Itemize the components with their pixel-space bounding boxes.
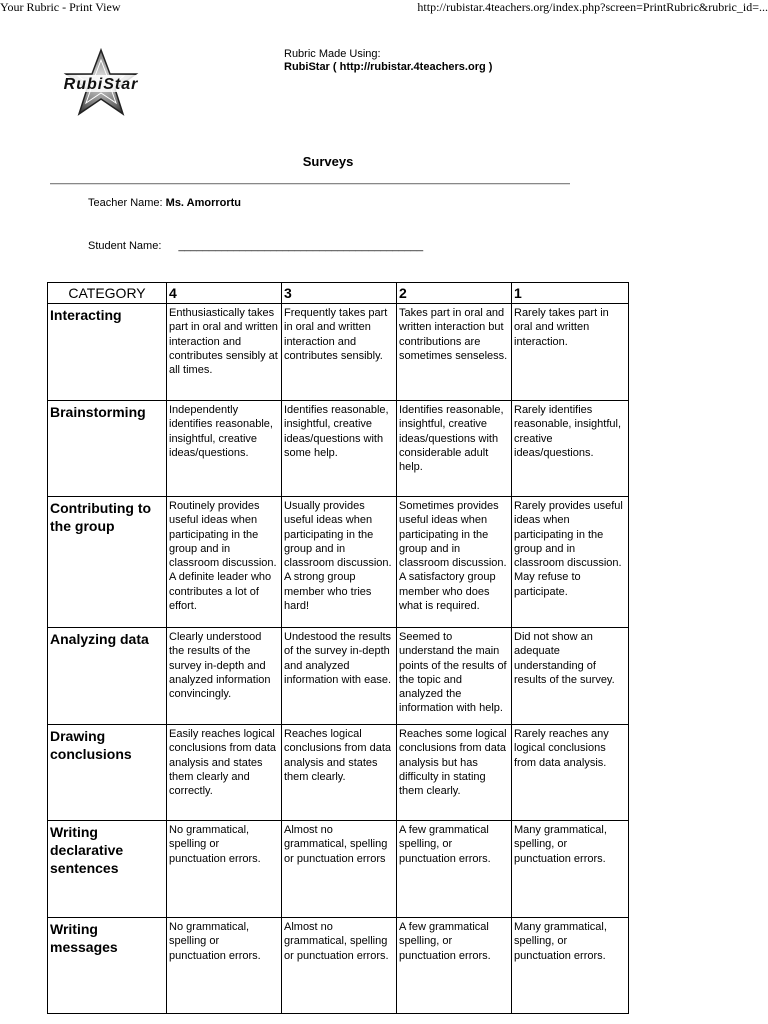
score-1-cell: Did not show an adequate understanding of results of the survey. [512, 628, 629, 725]
table-row [48, 918, 629, 1014]
rubric-header-row [48, 283, 629, 304]
student-name-label: Student Name: [88, 240, 162, 252]
score-2-cell: Reaches some logical conclusions from data analysis but has difficulty in stating them clearly. [397, 725, 512, 821]
table-row [48, 821, 629, 918]
title-divider [50, 183, 570, 185]
svg-text:RubiStar: RubiStar [63, 76, 139, 93]
made-using-credit [284, 48, 492, 74]
header-score-1: 1 [512, 283, 629, 304]
score-3-cell: Undestood the results of the survey in-depth and analyzed information with ease. [282, 628, 397, 725]
score-3-cell: Reaches logical conclusions from data analysis and states them clearly. [282, 725, 397, 821]
score-4-cell: Routinely provides useful ideas when participating in the group and in classroom discussion. A definite leader who contributes a lot of effort. [167, 497, 282, 628]
row-category: Writing messages [48, 918, 167, 1014]
row-category: Analyzing data [48, 628, 167, 725]
score-3-cell: Identifies reasonable, insightful, creative ideas/questions with some help. [282, 401, 397, 497]
print-header [0, 0, 768, 16]
score-3-cell: Usually provides useful ideas when participating in the group and in classroom discussion. A strong group member who tries hard! [282, 497, 397, 628]
row-category: Contributing to the group [48, 497, 167, 628]
teacher-name-label: Teacher Name: [88, 197, 163, 209]
score-2-cell: Sometimes provides useful ideas when participating in the group and in classroom discussion. A satisfactory group member who does what is required. [397, 497, 512, 628]
score-3-cell: Almost no grammatical, spelling or punctuation errors [282, 821, 397, 918]
student-name-blank: ________________________________________ [178, 240, 424, 252]
header-score-2: 2 [397, 283, 512, 304]
score-2-cell: Takes part in oral and written interaction but contributions are sometimes senseless. [397, 304, 512, 401]
row-category: Writing declarative sentences [48, 821, 167, 918]
table-row [48, 497, 629, 628]
table-row [48, 725, 629, 821]
row-category: Brainstorming [48, 401, 167, 497]
score-1-cell: Rarely provides useful ideas when participating in the group and in classroom discussion. May refuse to participate. [512, 497, 629, 628]
rubistar-star-icon [50, 48, 152, 118]
score-3-cell: Frequently takes part in oral and written interaction and contributes sensibly. [282, 304, 397, 401]
row-category: Drawing conclusions [48, 725, 167, 821]
score-2-cell: Identifies reasonable, insightful, creative ideas/questions with considerable adult help. [397, 401, 512, 497]
score-1-cell: Many grammatical, spelling, or punctuation errors. [512, 918, 629, 1014]
made-using-site-link[interactable]: RubiStar ( http://rubistar.4teachers.org ) [284, 61, 493, 73]
score-4-cell: Independently identifies reasonable, insightful, creative ideas/questions. [167, 401, 282, 497]
score-1-cell: Many grammatical, spelling, or punctuation errors. [512, 821, 629, 918]
score-4-cell: Easily reaches logical conclusions from data analysis and states them clearly and correctly. [167, 725, 282, 821]
table-row [48, 304, 629, 401]
score-4-cell: Clearly understood the results of the survey in-depth and analyzed information convincingly. [167, 628, 282, 725]
header-score-4: 4 [167, 283, 282, 304]
table-row [48, 628, 629, 725]
print-page-url: http://rubistar.4teachers.org/index.php?screen=PrintRubric&rubric_id=... [417, 0, 768, 14]
score-2-cell: A few grammatical spelling, or punctuation errors. [397, 918, 512, 1014]
header-category: CATEGORY [48, 283, 167, 304]
score-2-cell: A few grammatical spelling, or punctuation errors. [397, 821, 512, 918]
score-4-cell: No grammatical, spelling or punctuation errors. [167, 918, 282, 1014]
score-2-cell: Seemed to understand the main points of the results of the topic and analyzed the information with help. [397, 628, 512, 725]
score-1-cell: Rarely identifies reasonable, insightful, creative ideas/questions. [512, 401, 629, 497]
header-score-3: 3 [282, 283, 397, 304]
table-row [48, 401, 629, 497]
rubistar-logo [50, 48, 152, 118]
teacher-name-value: Ms. Amorrortu [165, 197, 242, 209]
rubric-title: Surveys [302, 154, 354, 169]
print-page-title: Your Rubric - Print View [0, 0, 121, 14]
rubric-table [47, 282, 629, 1014]
teacher-name-row [88, 197, 241, 209]
made-using-label: Rubric Made Using: [284, 48, 381, 60]
score-1-cell: Rarely reaches any logical conclusions from data analysis. [512, 725, 629, 821]
score-3-cell: Almost no grammatical, spelling or punctuation errors. [282, 918, 397, 1014]
row-category: Interacting [48, 304, 167, 401]
score-4-cell: Enthusiastically takes part in oral and written interaction and contributes sensibly at all times. [167, 304, 282, 401]
score-1-cell: Rarely takes part in oral and written interaction. [512, 304, 629, 401]
student-name-row [88, 240, 423, 252]
score-4-cell: No grammatical, spelling or punctuation errors. [167, 821, 282, 918]
